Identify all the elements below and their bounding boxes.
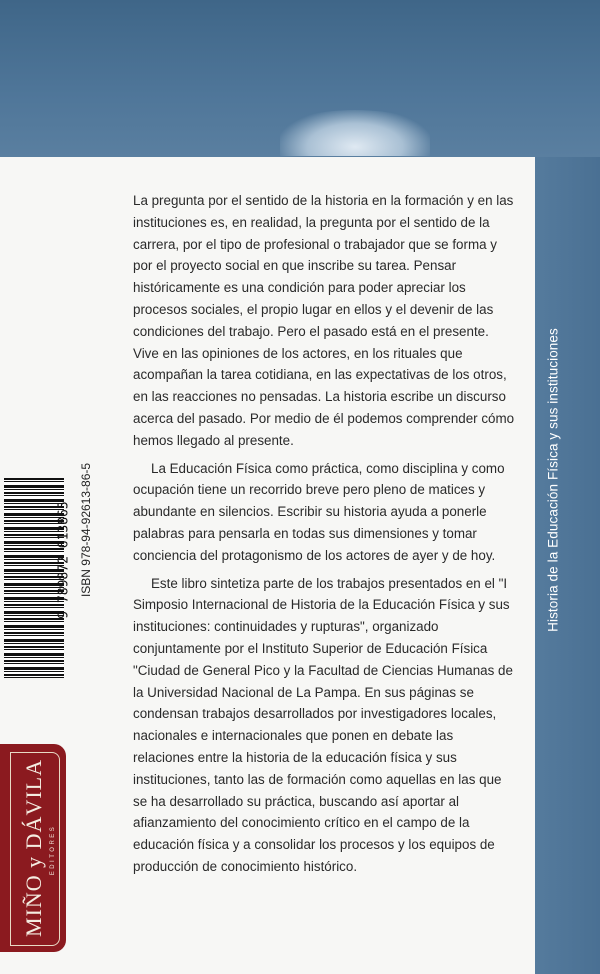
paragraph-2: La Educación Física como práctica, como disciplina y como ocupación tiene un recorrido breve pero pleno de matices y abundante en silencios. Escribir su historia ayuda a ponerle palabras para pensarla en todas sus dimensiones y tomar conciencia del protagonismo de los actores de ayer y de hoy.: [133, 460, 505, 563]
publisher-subtitle-text: EDITORES: [50, 824, 56, 876]
isbn-text: ISBN 978-94-92613-86-5: [79, 462, 93, 598]
paragraph-3: Este libro sintetiza parte de los trabajos presentados en el "I Simposio Internacional de Historia de la Educación Física y sus instituciones: continuidades y rupturas", organizado conjuntamente por el Instituto Superior de Educación Física "Ciudad de General Pico y la Facultad de Ciencias Humanas de la Universidad Nacional de La Pampa. En sus páginas se condensan trabajos desarrollados por investigadores locales, nacionales e internacionales que ponen en debate las relaciones entre la historia de la educación física y sus instituciones, tanto las de formación como aquellas en las que se ha desarrollado su práctica, buscando así aportar al afianzamiento del conocimiento crítico en el campo de la educación física y a consolidar los procesos y los equipos de producción de conocimiento histórico.: [133, 575, 513, 874]
paragraph-1: La pregunta por el sentido de la historia en la formación y en las instituciones es, en realidad, la pregunta por el sentido de la carrera, por el tipo de profesional o trabajador que se forma y por el proyecto social en que inscribe su tarea. Pensar históricamente es una condición para poder apreciar los procesos sociales, el propio lugar en ellos y el devenir de las condiciones del trabajo. Pero el pasado está en el presente. Vive en las opiniones de los actores, en los rituales que acompañan la tarea cotidiana, en las expectativas de los otros, en las reacciones no pensadas. La historia escribe un discurso acerca del pasado. Por medio de él podemos comprender cómo hemos llegado al presente.: [133, 193, 515, 448]
barcode-digits-text: 9 789872 613865: [56, 501, 72, 619]
globe-highlight: [280, 110, 430, 156]
back-cover-text: [133, 190, 517, 884]
spine-title-text: Historia de la Educación Física y sus instituciones: [545, 328, 561, 632]
publisher-name-text: MIÑO y DÁVILA: [21, 759, 46, 937]
